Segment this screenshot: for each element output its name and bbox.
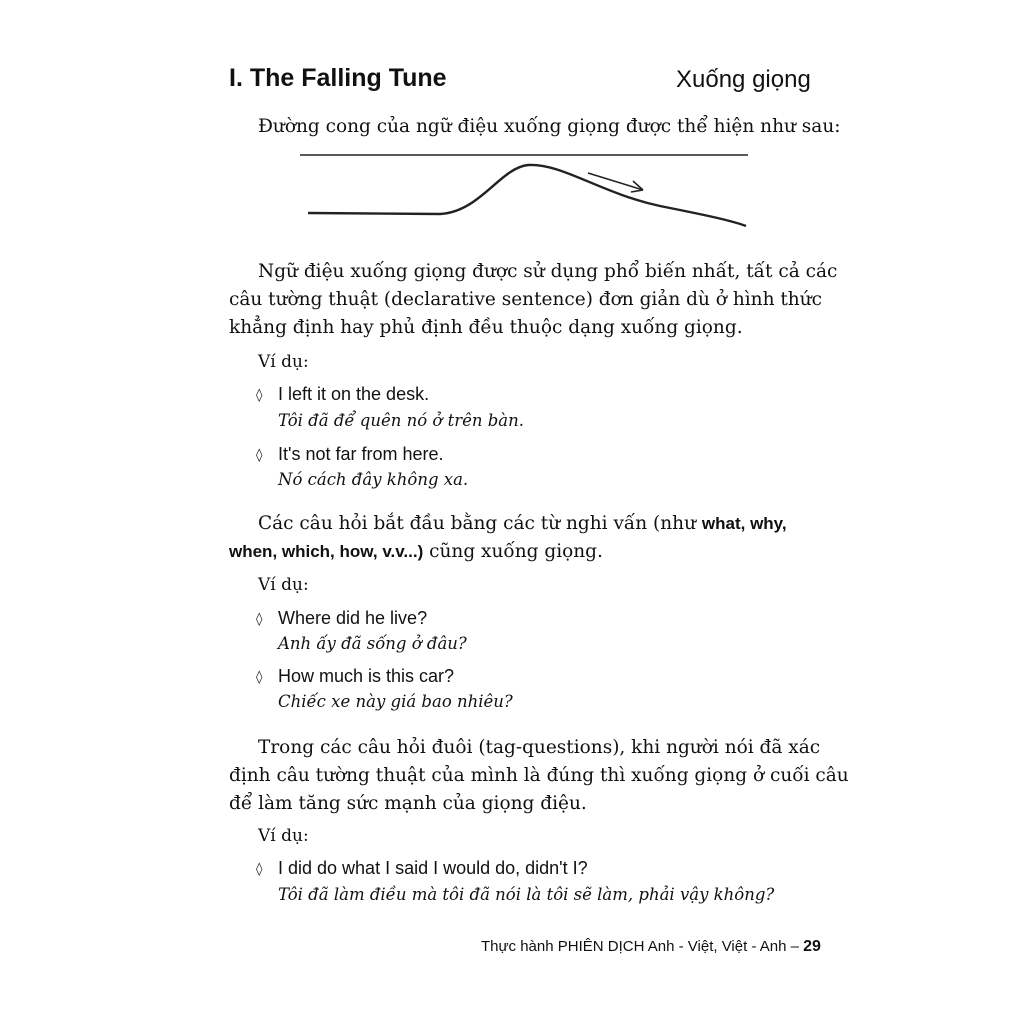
footer-text: Thực hành PHIÊN DỊCH Anh - Việt, Việt - Anh – — [481, 938, 804, 955]
para1-line3: khẳng định hay phủ định đều thuộc dạng xuống giọng. — [229, 317, 743, 338]
example-label: Ví dụ: — [258, 575, 309, 595]
page-number: 29 — [803, 938, 821, 955]
para1-line2: câu tường thuật (declarative sentence) đơn giản dù ở hình thức — [229, 289, 822, 310]
intonation-curve — [308, 165, 746, 226]
para2-text: Các câu hỏi bắt đầu bằng các từ nghi vấn (như — [258, 513, 702, 534]
example-en: Where did he live? — [278, 608, 428, 628]
para3-line2: định câu tường thuật của mình là đúng thì xuống giọng ở cuối câu — [229, 765, 849, 786]
section-title-vietnamese: Xuống giọng — [676, 66, 811, 93]
example-label: Ví dụ: — [258, 352, 309, 372]
example-vi: Anh ấy đã sống ở đâu? — [278, 634, 467, 653]
diamond-bullet-icon: ◊ — [256, 448, 263, 463]
example-en: How much is this car? — [278, 666, 455, 686]
page-footer — [481, 938, 821, 956]
para2-keywords: when, which, how, v.v...) — [229, 542, 424, 561]
example-vi: Tôi đã để quên nó ở trên bàn. — [278, 411, 525, 430]
example-label: Ví dụ: — [258, 826, 309, 846]
diamond-bullet-icon: ◊ — [256, 670, 263, 685]
example-en: I did do what I said I would do, didn't I? — [278, 858, 588, 878]
diamond-bullet-icon: ◊ — [256, 612, 263, 627]
intro-text: Đường cong của ngữ điệu xuống giọng được thể hiện như sau: — [258, 116, 841, 137]
diamond-bullet-icon: ◊ — [256, 388, 263, 403]
para2-keywords: what, why, — [701, 514, 787, 533]
example-vi: Chiếc xe này giá bao nhiêu? — [278, 692, 513, 711]
para2-text: cũng xuống giọng. — [423, 541, 603, 562]
para3-line1: Trong các câu hỏi đuôi (tag-questions), khi người nói đã xác — [258, 737, 821, 758]
example-vi: Nó cách đây không xa. — [278, 470, 469, 489]
falling-tune-diagram — [300, 148, 755, 233]
example-en: It's not far from here. — [278, 444, 444, 464]
example-vi: Tôi đã làm điều mà tôi đã nói là tôi sẽ làm, phải vậy không? — [278, 885, 775, 904]
example-en: I left it on the desk. — [278, 384, 430, 404]
para2-line1 — [258, 510, 787, 538]
diamond-bullet-icon: ◊ — [256, 862, 263, 877]
para3-line3: để làm tăng sức mạnh của giọng điệu. — [229, 793, 587, 814]
para2-line2 — [229, 538, 603, 566]
para1-line1: Ngữ điệu xuống giọng được sử dụng phổ biến nhất, tất cả các — [258, 261, 838, 282]
section-title: I. The Falling Tune — [229, 64, 447, 92]
